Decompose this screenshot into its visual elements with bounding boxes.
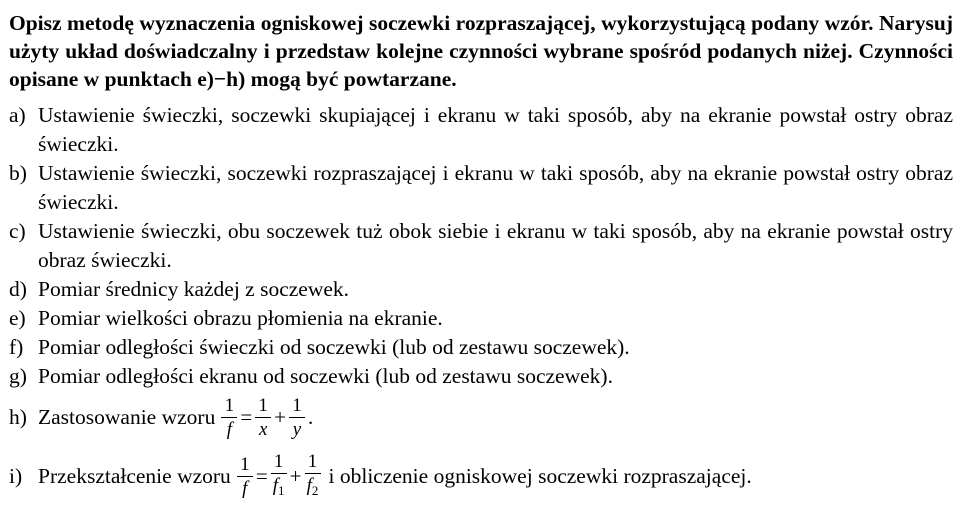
denominator-symbol: f (272, 475, 279, 496)
equals-sign: = (255, 463, 268, 488)
step-marker: g) (9, 364, 27, 388)
subscript: 1 (278, 483, 285, 498)
fraction-denominator: f (226, 418, 232, 440)
step-lead-text: Przekształcenie wzoru (38, 463, 231, 488)
step-marker: i) (9, 463, 23, 488)
step-text: Pomiar wielkości obrazu płomienia na ekranie. (38, 306, 443, 330)
step-e (9, 304, 953, 333)
step-text: Pomiar odległości świeczki od soczewki (lub od zestawu soczewek). (38, 335, 630, 359)
step-text: Pomiar odległości ekranu od soczewki (lub od zestawu soczewek). (38, 364, 613, 388)
fraction-numerator: 1 (221, 395, 237, 418)
task-instruction: Opisz metodę wyznaczenia ogniskowej soczewki rozpraszającej, wykorzystującą podany wzór. Narysuj użyty układ doświadczalny i przedstaw kolejne czynności wybrane spośród podanych niżej. Czynności opisane w punktach e)−h) mogą być powtarzane. (9, 11, 953, 91)
step-text: Ustawienie świeczki, obu soczewek tuż obok siebie i ekranu w taki sposób, aby na ekranie powstał ostry obraz świeczki. (38, 219, 953, 272)
plus-sign: + (289, 463, 302, 488)
subscript: 2 (311, 483, 319, 498)
formula-fraction-lhs (221, 395, 237, 440)
fraction-denominator: f (242, 477, 248, 499)
fraction-numerator: 1 (305, 451, 321, 474)
fraction-denominator: x (258, 418, 268, 440)
step-text: Pomiar średnicy każdej z soczewek. (38, 277, 350, 301)
step-marker: c) (9, 219, 26, 243)
step-marker: h) (9, 404, 27, 429)
plus-sign: + (274, 404, 287, 429)
fraction-denominator (307, 474, 319, 501)
steps-list (9, 101, 953, 505)
denominator-symbol: f (306, 475, 312, 496)
step-text: Ustawienie świeczki, soczewki rozpraszającej i ekranu w taki sposób, aby na ekranie powstał ostry obraz świeczki. (38, 161, 953, 214)
step-marker: d) (9, 277, 27, 301)
fraction-numerator: 1 (271, 451, 287, 474)
formula-fraction-term2 (289, 395, 305, 440)
fraction-denominator: y (292, 418, 302, 440)
formula-fraction-term2 (305, 451, 321, 501)
step-trail-text: i obliczenie ogniskowej soczewki rozpraszającej. (328, 463, 752, 488)
step-marker: f) (9, 335, 24, 359)
step-c (9, 217, 953, 275)
step-lead-text: Zastosowanie wzoru (38, 404, 216, 429)
formula-fraction-term1 (255, 395, 271, 440)
step-a (9, 101, 953, 159)
step-g (9, 362, 953, 391)
equals-sign: = (240, 404, 253, 429)
step-marker: a) (9, 103, 26, 127)
step-i (9, 447, 953, 505)
step-h (9, 391, 953, 443)
task-page (9, 9, 953, 505)
step-b (9, 159, 953, 217)
formula-fraction-lhs (237, 454, 253, 499)
formula-period: . (308, 404, 314, 429)
step-d (9, 275, 953, 304)
fraction-numerator: 1 (237, 454, 253, 477)
fraction-denominator (273, 474, 285, 501)
fraction-numerator: 1 (255, 395, 271, 418)
step-text: Ustawienie świeczki, soczewki skupiającej i ekranu w taki sposób, aby na ekranie powstał ostry obraz świeczki. (38, 103, 953, 156)
step-f (9, 333, 953, 362)
step-marker: e) (9, 306, 26, 330)
step-marker: b) (9, 161, 27, 185)
formula-fraction-term1 (271, 451, 287, 501)
fraction-numerator: 1 (289, 395, 305, 418)
